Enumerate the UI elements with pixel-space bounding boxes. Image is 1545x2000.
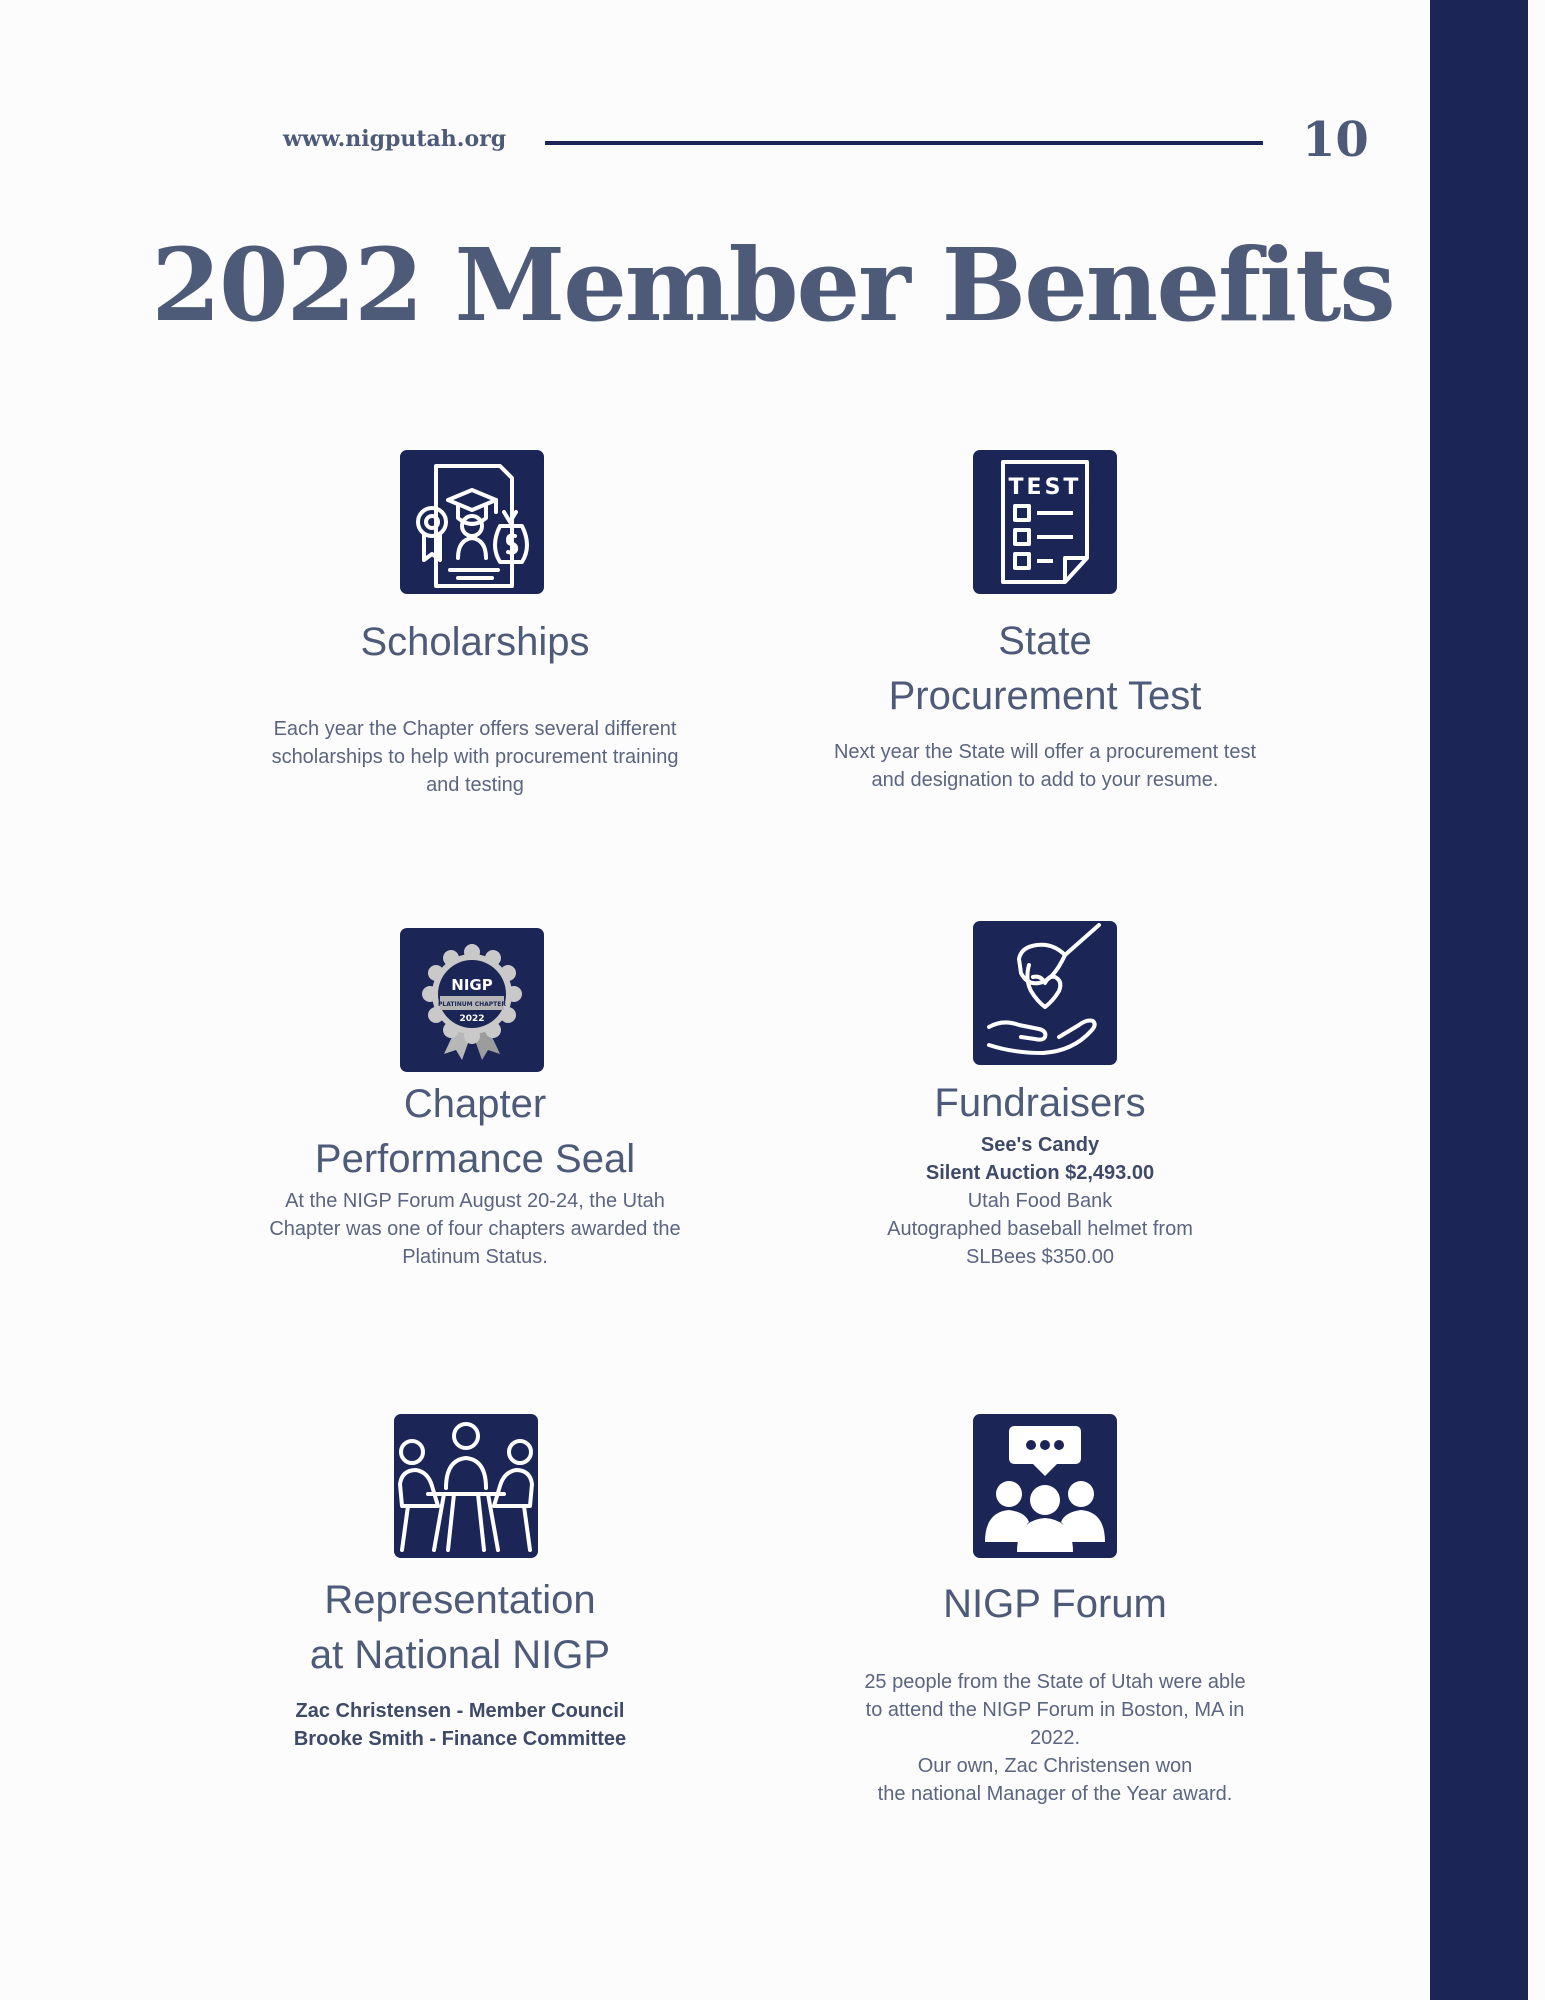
performance-seal-title: Chapter Performance Seal [314,1082,636,1181]
fundraisers-title: Fundraisers [934,1081,1146,1125]
meeting-icon [394,1414,538,1558]
group-chat-icon [973,1414,1117,1558]
page-title: 2022 Member Benefits [151,226,1394,344]
representation-section [190,1573,730,1753]
scholarships-section [200,615,750,799]
nigp-forum-title: NIGP Forum [943,1582,1167,1626]
state-test-section [760,614,1330,794]
donation-hand-icon [973,921,1117,1065]
state-test-title: State Procurement Test [888,619,1202,718]
nigp-forum-section [775,1577,1335,1808]
nigp-forum-description: 25 people from the State of Utah were able to attend the NIGP Forum in Boston, MA in 2022. Our own, Zac Christensen won the national Manager of the Year award. [864,1671,1246,1805]
website-url[interactable]: www.nigputah.org [283,126,507,152]
page-number: 10 [1302,112,1369,168]
test-document-icon [973,450,1117,594]
svg-text:NIGP: NIGP [451,976,493,994]
scholarships-description: Each year the Chapter offers several different scholarships to help with procurement training and testing [271,718,679,796]
fundraisers-section [760,1076,1320,1271]
fundraisers-list: See's Candy Silent Auction $2,493.00 Utah Food Bank Autographed baseball helmet from SLBees $350.00 [887,1134,1193,1268]
svg-text:PLATINUM CHAPTER: PLATINUM CHAPTER [438,1001,506,1008]
scholarships-title: Scholarships [360,620,590,664]
scholarship-icon [400,450,544,594]
nigp-seal-icon [400,928,544,1072]
state-test-description: Next year the State will offer a procurement test and designation to add to your resume. [833,741,1257,791]
performance-seal-section [200,1077,750,1271]
representation-members: Zac Christensen - Member Council Brooke Smith - Finance Committee [293,1700,627,1750]
svg-text:TEST: TEST [1008,475,1082,500]
representation-title: Representation at National NIGP [309,1578,611,1677]
svg-text:2022: 2022 [459,1014,485,1024]
header-divider [545,141,1263,145]
performance-seal-description: At the NIGP Forum August 20-24, the Utah Chapter was one of four chapters awarded the Platinum Status. [269,1190,681,1268]
